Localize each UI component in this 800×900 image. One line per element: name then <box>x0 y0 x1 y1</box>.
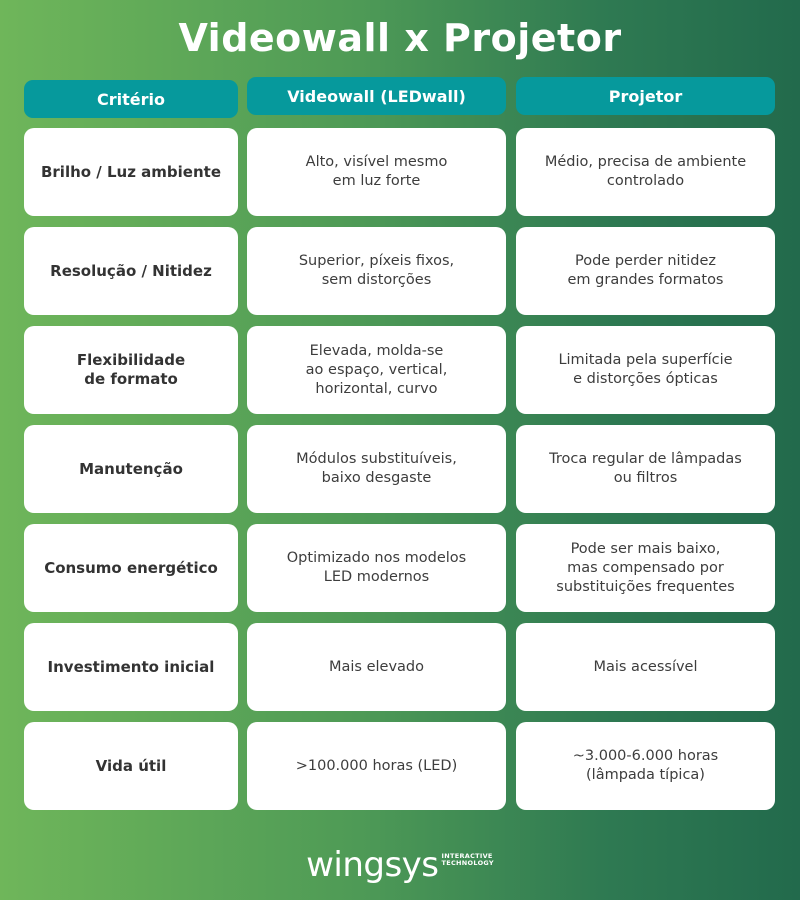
logo-tagline-line-2: TECHNOLOGY <box>441 859 494 867</box>
videowall-cell: Mais elevado <box>247 623 506 711</box>
projector-cell: Pode ser mais baixo, mas compensado por substituições frequentes <box>516 524 775 612</box>
criterion-cell: Investimento inicial <box>24 623 238 711</box>
projector-cell: Limitada pela superfície e distorções ópticas <box>516 326 775 414</box>
page-title: Videowall x Projetor <box>178 16 622 60</box>
videowall-cell: Superior, píxeis fixos, sem distorções <box>247 227 506 315</box>
logo-tagline-line-1: INTERACTIVE <box>441 852 493 860</box>
videowall-cell: Módulos substituíveis, baixo desgaste <box>247 425 506 513</box>
videowall-cell: Elevada, molda-se ao espaço, vertical, horizontal, curvo <box>247 326 506 414</box>
projector-cell: ~3.000-6.000 horas (lâmpada típica) <box>516 722 775 810</box>
projector-cell: Troca regular de lâmpadas ou filtros <box>516 425 775 513</box>
criterion-cell: Vida útil <box>24 722 238 810</box>
logo-wordmark: wingsys <box>306 845 439 885</box>
criterion-cell: Manutenção <box>24 425 238 513</box>
videowall-cell: Optimizado nos modelos LED modernos <box>247 524 506 612</box>
projector-cell: Médio, precisa de ambiente controlado <box>516 128 775 216</box>
header-projector: Projetor <box>516 77 775 115</box>
brand-logo <box>0 845 800 885</box>
projector-cell: Mais acessível <box>516 623 775 711</box>
criterion-cell: Resolução / Nitidez <box>24 227 238 315</box>
criterion-cell: Consumo energético <box>24 524 238 612</box>
projector-cell: Pode perder nitidez em grandes formatos <box>516 227 775 315</box>
criterion-cell: Brilho / Luz ambiente <box>24 128 238 216</box>
videowall-cell: Alto, visível mesmo em luz forte <box>247 128 506 216</box>
header-criteria: Critério <box>24 80 238 118</box>
header-videowall: Videowall (LEDwall) <box>247 77 506 115</box>
logo-tagline <box>442 853 494 867</box>
videowall-cell: >100.000 horas (LED) <box>247 722 506 810</box>
criterion-cell: Flexibilidade de formato <box>24 326 238 414</box>
